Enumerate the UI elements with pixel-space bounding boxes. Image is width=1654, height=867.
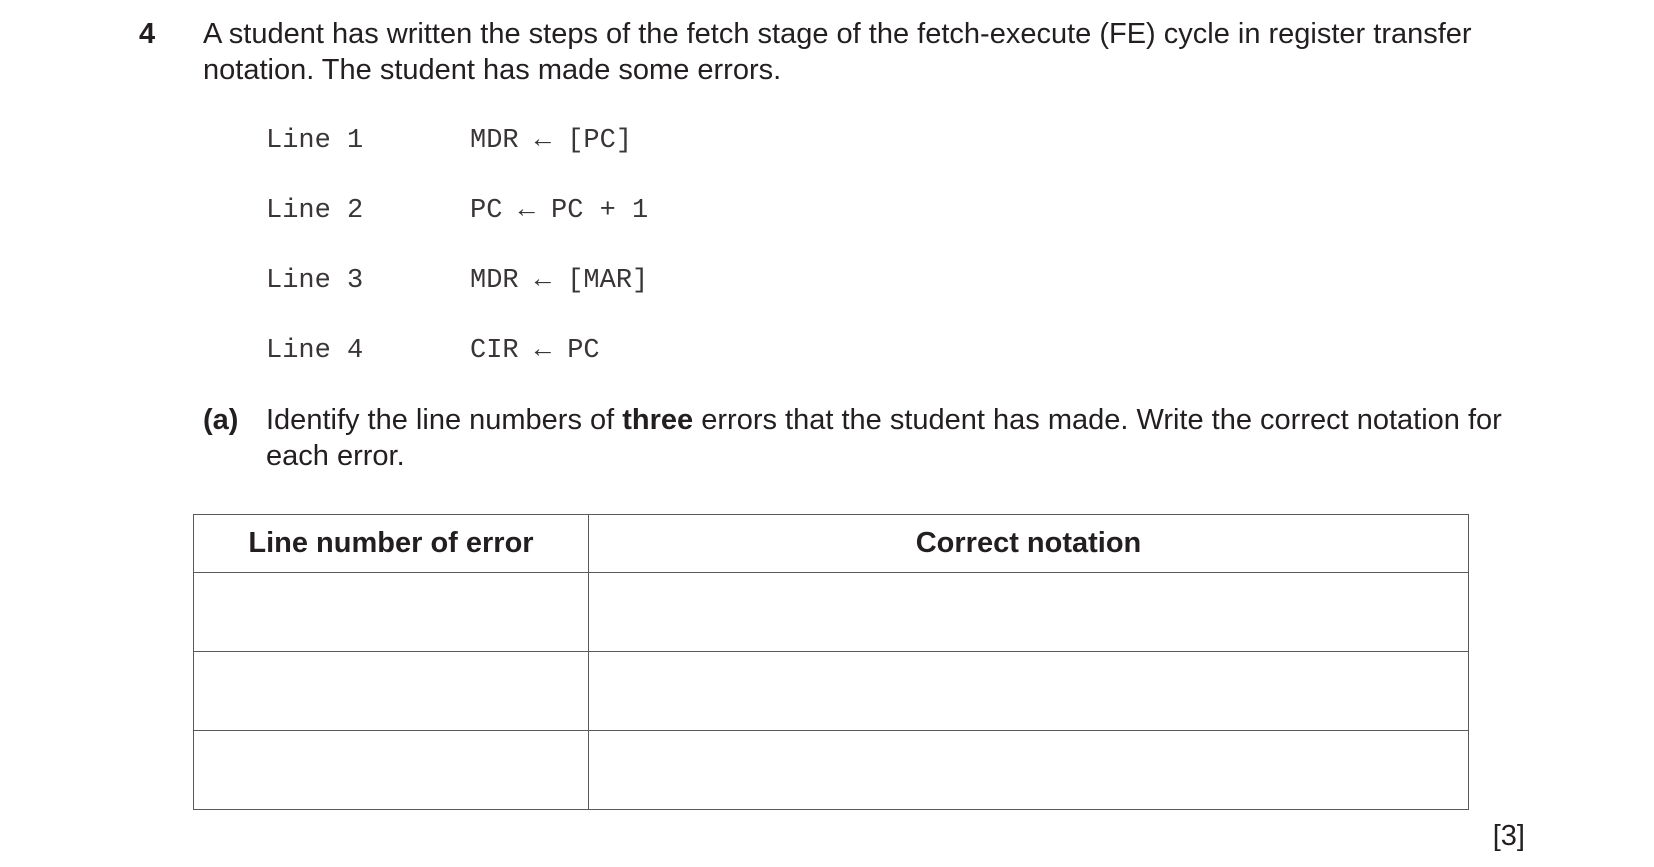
code-line-statement: PC ← PC + 1	[470, 196, 649, 226]
table-row	[194, 652, 1469, 731]
answer-cell-notation[interactable]	[589, 573, 1469, 652]
code-line-statement: MDR ← [MAR]	[470, 266, 649, 296]
answer-table-header-row	[194, 515, 1469, 573]
answer-cell-line-number[interactable]	[194, 731, 589, 810]
answer-table	[193, 514, 1469, 810]
part-a-emphasis: three	[622, 404, 694, 436]
question-number: 4	[139, 18, 156, 50]
answer-cell-notation[interactable]	[589, 731, 1469, 810]
answer-cell-line-number[interactable]	[194, 573, 589, 652]
part-a-text-after: errors that the student has made. Write the correct notation for each error.	[266, 404, 1502, 472]
code-line-2	[266, 193, 649, 229]
code-line-label: Line 1	[266, 126, 364, 156]
question-stem: A student has written the steps of the fetch stage of the fetch-execute (FE) cycle in register transfer notation. The student has made some errors.	[203, 18, 1472, 86]
code-line-3	[266, 263, 649, 299]
answer-cell-notation[interactable]	[589, 652, 1469, 731]
code-line-label: Line 2	[266, 196, 364, 226]
part-a-text	[266, 402, 1546, 474]
answer-cell-line-number[interactable]	[194, 652, 589, 731]
code-line-label: Line 3	[266, 266, 364, 296]
header-line-number: Line number of error	[194, 515, 589, 573]
part-a-label: (a)	[203, 404, 239, 436]
table-row	[194, 573, 1469, 652]
table-row	[194, 731, 1469, 810]
marks-indicator: [3]	[1492, 820, 1525, 852]
code-line-4	[266, 333, 600, 369]
header-correct-notation: Correct notation	[589, 515, 1469, 573]
code-line-statement: CIR ← PC	[470, 336, 600, 366]
code-line-label: Line 4	[266, 336, 364, 366]
code-line-1	[266, 123, 633, 159]
code-line-statement: MDR ← [PC]	[470, 126, 633, 156]
part-a-text-before: Identify the line numbers of	[266, 404, 623, 436]
